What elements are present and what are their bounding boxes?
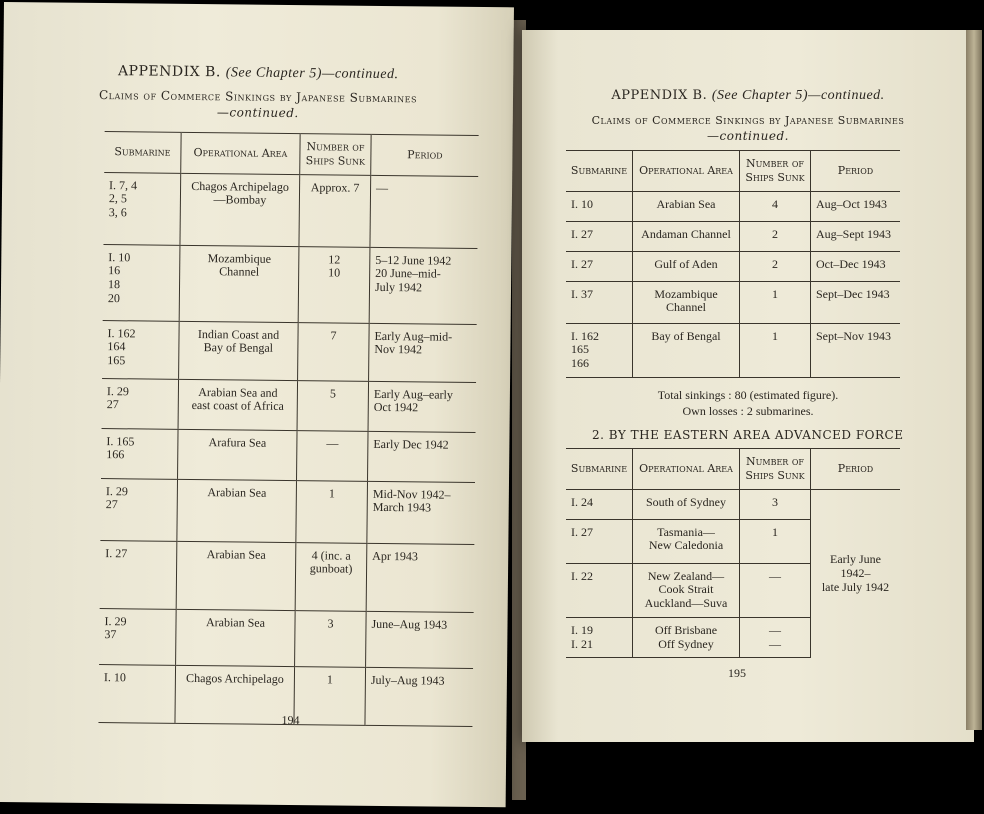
- ships-cell: Approx. 7: [299, 174, 371, 247]
- left-appendix-label: APPENDIX B.: [117, 63, 221, 81]
- area-cell: Bay of Bengal: [633, 323, 740, 377]
- right-table2-header-row: [566, 449, 900, 490]
- right2-header-period: Period: [811, 449, 901, 490]
- submarine-cell: I. 10: [566, 191, 633, 221]
- submarine-cell: I. 162 165 166: [566, 323, 633, 377]
- period-cell: Aug–Oct 1943: [811, 191, 901, 221]
- right-subtitle: Claims of Commerce Sinkings by Japanese Submarines: [591, 114, 905, 127]
- ships-cell: 3: [295, 610, 367, 667]
- submarine-cell: I. 27: [566, 251, 633, 281]
- right-header-area: Operational Area: [633, 151, 740, 192]
- table-row: [566, 281, 900, 323]
- left-page: [0, 2, 514, 807]
- table-row: [102, 320, 477, 382]
- ships-cell: 7: [298, 322, 370, 381]
- period-cell: Sept–Dec 1943: [811, 281, 901, 323]
- ships-cell: 12 10: [298, 246, 370, 323]
- submarine-cell: I. 29 27: [100, 478, 177, 541]
- submarine-cell: I. 27: [100, 540, 177, 609]
- period-cell: —: [370, 175, 478, 248]
- area-cell: South of Sydney: [633, 489, 740, 519]
- period-cell: Oct–Dec 1943: [811, 251, 901, 281]
- submarine-cell: I. 29 27: [102, 378, 179, 429]
- table-row: [103, 172, 478, 248]
- right-appendix-ref: (See Chapter 5)—continued.: [711, 88, 885, 103]
- right-appendix-title: [522, 88, 974, 104]
- left-table: [98, 131, 478, 726]
- right2-header-area: Operational Area: [633, 449, 740, 490]
- area-cell: Off Brisbane Off Sydney: [633, 617, 740, 658]
- right-heading: [522, 88, 974, 143]
- ships-cell: 1: [740, 323, 811, 377]
- submarine-cell: I. 10: [98, 664, 175, 723]
- area-cell: Arabian Sea: [633, 191, 740, 221]
- period-bracket-cell: Early June 1942– late July 1942: [811, 489, 901, 658]
- left-table-header-row: [104, 132, 478, 176]
- submarine-cell: I. 22: [566, 563, 633, 617]
- table-row: [566, 323, 900, 377]
- area-cell: Chagos Archipelago —Bombay: [180, 173, 300, 246]
- left-header-ships: Number of Ships Sunk: [300, 134, 371, 175]
- table-row: [566, 251, 900, 281]
- table-row: [102, 378, 477, 432]
- right-page: [522, 30, 974, 742]
- right-table-header-row: [566, 151, 900, 192]
- left-appendix-title: [3, 62, 513, 84]
- area-cell: Mozambique Channel: [179, 245, 299, 322]
- left-page-number: 194: [281, 712, 300, 728]
- own-losses: Own losses : 2 submarines.: [682, 403, 814, 418]
- ships-cell: 5: [297, 380, 369, 431]
- submarine-cell: I. 162 164 165: [102, 320, 179, 379]
- area-cell: Arafura Sea: [178, 429, 298, 480]
- left-appendix-ref: (See Chapter 5)—continued.: [225, 65, 399, 83]
- ships-cell: —: [297, 430, 369, 481]
- right2-header-ships: Number of Ships Sunk: [740, 449, 811, 490]
- period-cell: Early Aug–mid- Nov 1942: [369, 323, 477, 382]
- submarine-cell: I. 27: [566, 221, 633, 251]
- right-table2: [566, 448, 900, 658]
- period-cell: Apr 1943: [366, 543, 474, 612]
- table-row: [566, 489, 900, 519]
- submarine-cell: I. 19 I. 21: [566, 617, 633, 658]
- left-header-submarine: Submarine: [104, 132, 181, 173]
- ships-cell: 2: [740, 221, 811, 251]
- period-cell: Early Dec 1942: [368, 431, 476, 482]
- left-heading: [3, 62, 514, 122]
- right-header-ships: Number of Ships Sunk: [740, 151, 811, 192]
- ships-cell: — —: [740, 617, 811, 658]
- area-cell: Arabian Sea and east coast of Africa: [178, 379, 298, 430]
- total-sinkings: Total sinkings : 80 (estimated figure).: [657, 388, 839, 402]
- ships-cell: 1: [294, 666, 366, 725]
- submarine-cell: I. 27: [566, 519, 633, 563]
- period-cell: Sept–Nov 1943: [811, 323, 901, 377]
- table-row: [566, 191, 900, 221]
- left-header-period: Period: [371, 134, 479, 176]
- ships-cell: 1: [740, 519, 811, 563]
- right-header-submarine: Submarine: [566, 151, 633, 192]
- section2-title: 2. BY THE EASTERN AREA ADVANCED FORCE: [592, 428, 904, 442]
- period-cell: July–Aug 1943: [365, 667, 473, 726]
- period-cell: Early Aug–early Oct 1942: [368, 381, 476, 432]
- table-row: [100, 540, 475, 612]
- ships-cell: 4 (inc. a gunboat): [295, 542, 367, 611]
- ships-cell: 4: [740, 191, 811, 221]
- right-page-number: 195: [728, 666, 746, 680]
- ships-cell: 2: [740, 251, 811, 281]
- right-header-period: Period: [811, 151, 901, 192]
- area-cell: Arabian Sea: [176, 541, 296, 610]
- period-cell: Mid-Nov 1942– March 1943: [367, 481, 475, 544]
- right2-header-submarine: Submarine: [566, 449, 633, 490]
- area-cell: Arabian Sea: [176, 609, 296, 666]
- area-cell: New Zealand— Cook Strait Auckland—Suva: [633, 563, 740, 617]
- table-row: [99, 608, 474, 668]
- area-cell: Tasmania— New Caledonia: [633, 519, 740, 563]
- period-cell: 5–12 June 1942 20 June–mid- July 1942: [369, 247, 477, 324]
- area-cell: Arabian Sea: [177, 479, 297, 542]
- ships-cell: 1: [296, 480, 368, 543]
- right-table: [566, 150, 900, 378]
- table-row: [100, 478, 475, 544]
- book-cover-edge: [966, 30, 982, 730]
- submarine-cell: I. 7, 4 2, 5 3, 6: [103, 172, 180, 245]
- table-row: [101, 428, 476, 482]
- right-subtitle-cont: —continued.: [707, 129, 789, 143]
- submarine-cell: I. 37: [566, 281, 633, 323]
- totals-note: [522, 388, 974, 419]
- area-cell: Mozambique Channel: [633, 281, 740, 323]
- ships-cell: —: [740, 563, 811, 617]
- left-header-area: Operational Area: [181, 132, 300, 174]
- area-cell: Andaman Channel: [633, 221, 740, 251]
- ships-cell: 1: [740, 281, 811, 323]
- ships-cell: 3: [740, 489, 811, 519]
- table-row: [566, 221, 900, 251]
- right-appendix-label: APPENDIX B.: [611, 88, 708, 103]
- area-cell: Indian Coast and Bay of Bengal: [179, 321, 299, 380]
- period-cell: Aug–Sept 1943: [811, 221, 901, 251]
- submarine-cell: I. 24: [566, 489, 633, 519]
- area-cell: Chagos Archipelago: [175, 665, 295, 724]
- table-row: [103, 244, 478, 324]
- submarine-cell: I. 29 37: [99, 608, 176, 665]
- area-cell: Gulf of Aden: [633, 251, 740, 281]
- period-cell: June–Aug 1943: [366, 611, 474, 668]
- left-subtitle: Claims of Commerce Sinkings by Japanese Submarines: [98, 88, 418, 106]
- left-subtitle-cont: —continued.: [216, 105, 299, 121]
- submarine-cell: I. 10 16 18 20: [103, 244, 180, 321]
- submarine-cell: I. 165 166: [101, 428, 178, 479]
